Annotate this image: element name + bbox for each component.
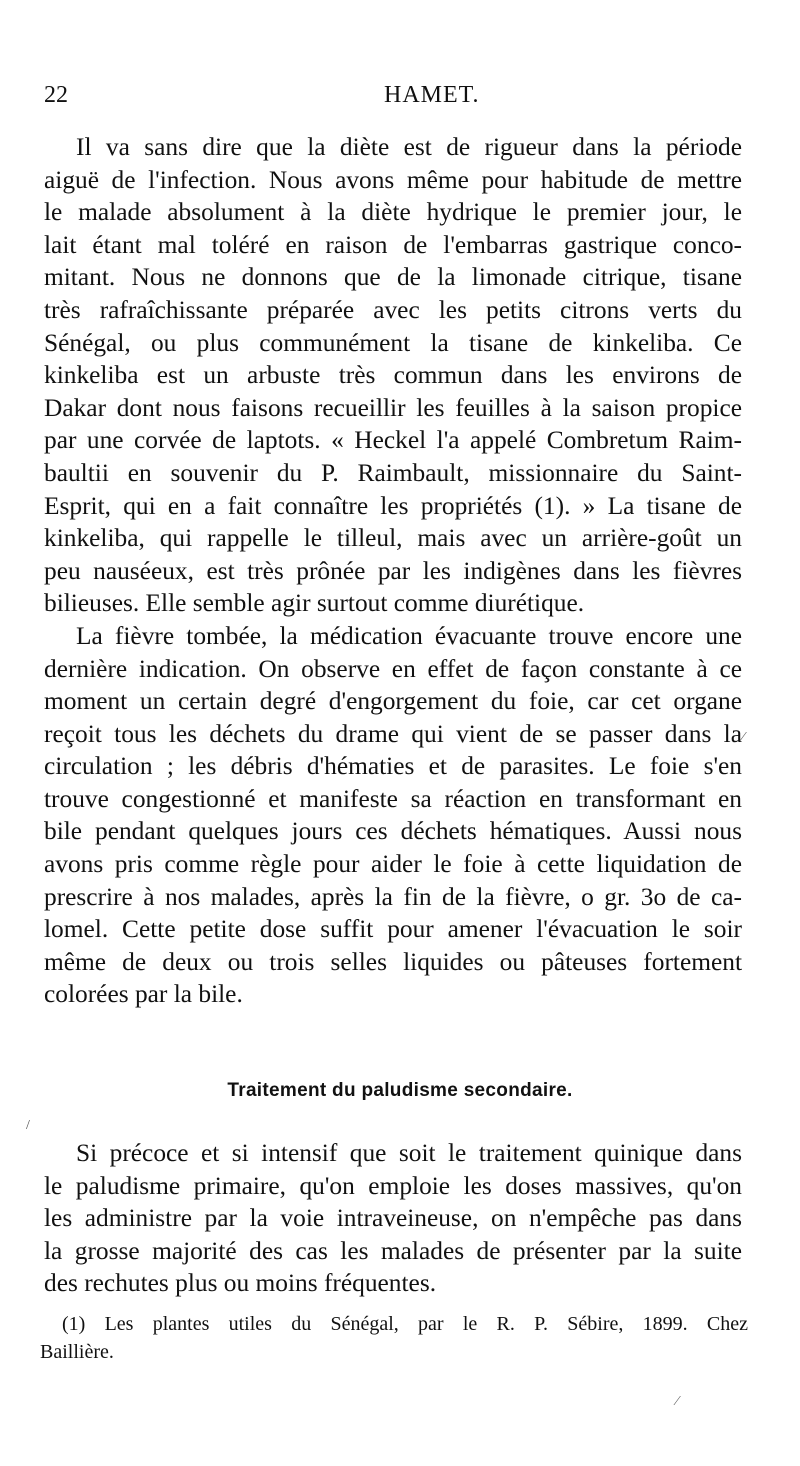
scan-speck: / — [26, 1118, 30, 1133]
text-line: Esprit, qui en a fait connaître les propriétés (1). » La tisane de — [44, 491, 742, 520]
text-line: reçoit tous les déchets du drame qui vient de se passer dans la — [44, 719, 742, 748]
text-line: bile pendant quelques jours ces déchets hématiques. Aussi nous — [44, 817, 742, 846]
text-line: Il va sans dire que la diète est de rigueur dans la période — [76, 133, 742, 161]
section-heading: Traitement du paludisme secondaire. — [227, 1080, 573, 1101]
text-line: bilieuses. Elle semble agir surtout comme diurétique. — [44, 589, 585, 618]
text-line: avons pris comme règle pour aider le foie à cette liquidation de — [44, 850, 742, 879]
text-line: prescrire à nos malades, après la fin de la fièvre, o gr. 3o de ca- — [44, 882, 742, 911]
text-line: La fièvre tombée, la médication évacuante trouve encore une — [76, 621, 742, 650]
scan-speck: ⁄ — [742, 730, 745, 745]
text-line: trouve congestionné et manifeste sa réaction en transformant en — [44, 784, 742, 813]
text-line: colorées par la bile. — [44, 980, 243, 1009]
footnote-line: (1) Les plantes utiles du Sénégal, par le R. P. Sébire, 1899. Chez — [62, 1313, 748, 1335]
text-line: circulation ; les débris d'hématies et de parasites. Le foie s'en — [44, 752, 742, 781]
text-line: par une corvée de laptots. « Heckel l'a appelé Combretum Raim- — [44, 426, 742, 455]
text-line: les administre par la voie intraveineuse, on n'empêche pas dans — [44, 1204, 742, 1233]
page-header — [44, 82, 744, 118]
paragraph-calomel — [44, 620, 745, 1011]
text-line: Sénégal, ou plus communément la tisane de kinkeliba. Ce — [44, 328, 742, 357]
text-line: baultii en souvenir du P. Raimbault, missionnaire du Saint- — [44, 458, 742, 487]
text-line: aiguë de l'infection. Nous avons même pour habitude de mettre — [44, 165, 742, 194]
text-line: peu nauséeux, est très prônée par les indigènes dans les fièvres — [44, 556, 742, 585]
text-line: kinkeliba, qui rappelle le tilleul, mais avec un arrière-goût un — [44, 524, 742, 553]
text-line: Dakar dont nous faisons recueillir les feuilles à la saison propice — [44, 393, 742, 422]
paragraph-diet — [44, 131, 742, 620]
footnote — [40, 1310, 748, 1366]
text-line: kinkeliba est un arbuste très commun dans les environs de — [44, 361, 742, 390]
text-line: même de deux ou trois selles liquides ou pâteuses fortement — [44, 947, 742, 976]
text-line: le malade absolument à la diète hydrique le premier jour, le — [44, 198, 742, 227]
footnote-line: Baillière. — [40, 1341, 114, 1363]
text-line: lait étant mal toléré en raison de l'embarras gastrique conco- — [44, 230, 742, 259]
text-line: mitant. Nous ne donnons que de la limonade citrique, tisane — [44, 263, 742, 292]
running-head: HAMET. — [384, 82, 480, 108]
section-paragraph — [44, 1137, 742, 1300]
text-line: moment un certain degré d'engorgement du foie, car cet organe — [44, 687, 742, 716]
scan-speck: ⁄ — [676, 1394, 679, 1409]
main-text — [44, 131, 745, 1011]
text-line: le paludisme primaire, qu'on emploie les doses massives, qu'on — [44, 1171, 742, 1200]
text-line: des rechutes plus ou moins fréquentes. — [44, 1269, 437, 1298]
text-line: dernière indication. On observe en effet de façon constante à ce — [44, 654, 742, 683]
text-line: très rafraîchissante préparée avec les petits citrons verts du — [44, 295, 742, 324]
text-line: lomel. Cette petite dose suffit pour amener l'évacuation le soir — [44, 915, 742, 944]
text-line: la grosse majorité des cas les malades de présenter par la suite — [44, 1236, 742, 1265]
text-line: Si précoce et si intensif que soit le traitement quinique dans — [76, 1139, 742, 1167]
page-number: 22 — [44, 82, 68, 108]
